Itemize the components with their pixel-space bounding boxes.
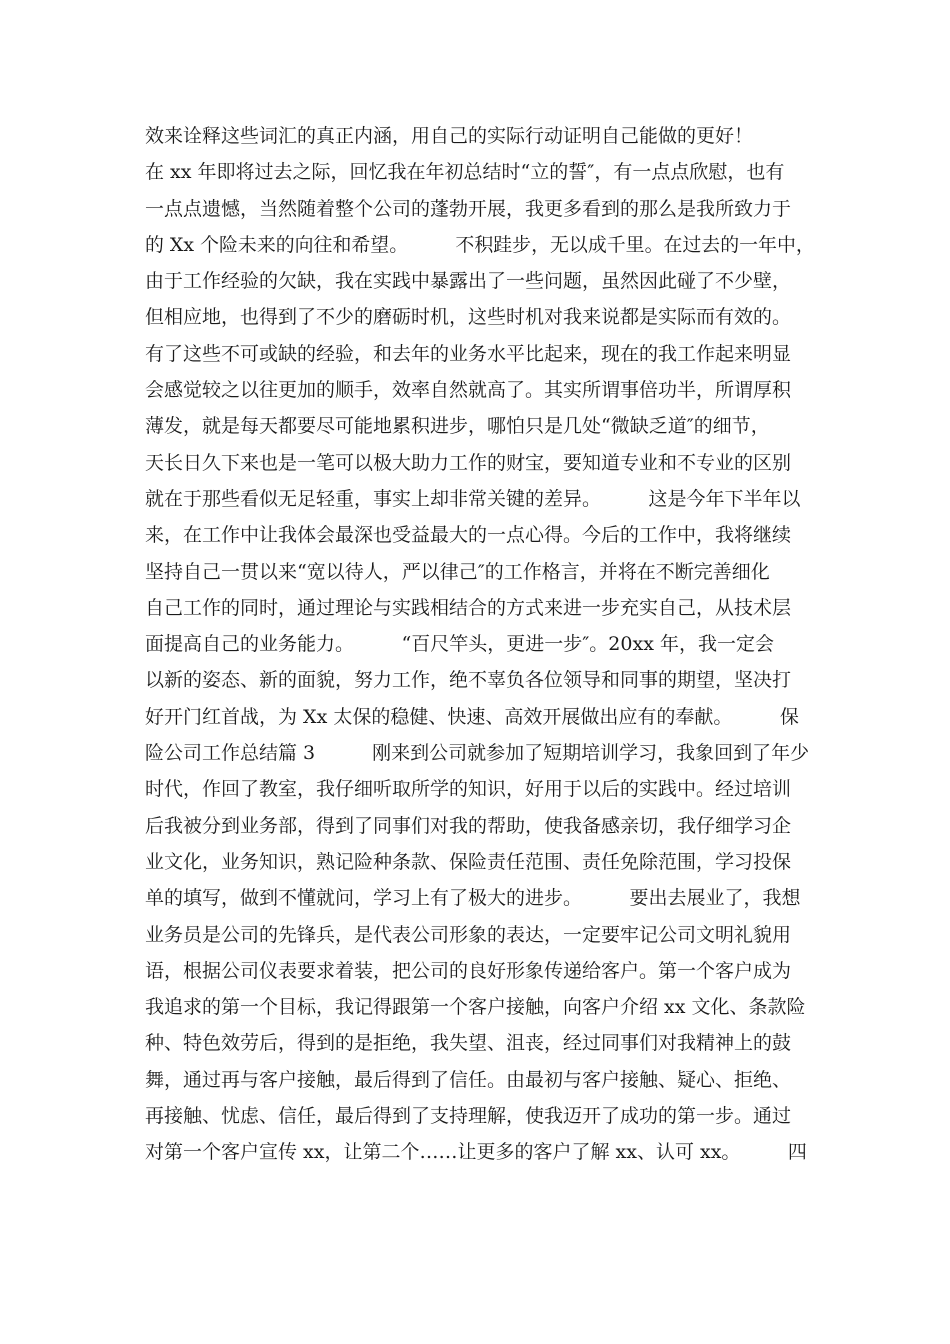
text-line: 的 Xx 个险未来的向往和希望。 不积跬步，无以成千里。在过去的一年中，	[145, 233, 815, 256]
text-line: 效来诠释这些词汇的真正内涵，用自己的实际行动证明自己能做的更好！	[145, 125, 754, 147]
text-line: 但相应地，也得到了不少的磨砺时机，这些时机对我来说都是实际而有效的。	[145, 306, 792, 329]
text-line: 我追求的第一个目标，我记得跟第一个客户接触，向客户介绍 xx 文化、条款险	[145, 996, 806, 1019]
text-line: 舞，通过再与客户接触，最后得到了信任。由最初与客户接触、疑心、拒绝、	[145, 1068, 792, 1091]
text-line: 天长日久下来也是一笔可以极大助力工作的财宝，要知道专业和不专业的区别	[145, 451, 792, 474]
text-line: 坚持自己一贯以来“宽以待人，严以律己″的工作格言，并将在不断完善细化	[145, 560, 770, 583]
text-line: 时代，作回了教室，我仔细听取所学的知识，好用于以后的实践中。经过培训	[145, 778, 792, 801]
text-line: 有了这些不可或缺的经验，和去年的业务水平比起来，现在的我工作起来明显	[145, 342, 792, 365]
text-line: 单的填写，做到不懂就问，学习上有了极大的进步。 要出去展业了，我想	[145, 887, 801, 910]
body-text	[145, 118, 815, 1171]
text-line: 业务员是公司的先锋兵，是代表公司形象的表达，一定要牢记公司文明礼貌用	[145, 923, 792, 946]
text-line: 薄发，就是每天都要尽可能地累积进步，哪怕只是几处“微缺乏道″的细节，	[145, 415, 770, 438]
text-line: 险公司工作总结篇 3 刚来到公司就参加了短期培训学习，我象回到了年少	[145, 742, 810, 765]
text-line: 以新的姿态、新的面貌，努力工作，绝不辜负各位领导和同事的期望，坚决打	[145, 669, 792, 692]
text-line: 业文化，业务知识，熟记险种条款、保险责任范围、责任免除范围，学习投保	[145, 850, 792, 873]
text-line: 自己工作的同时，通过理论与实践相结合的方式来进一步充实自己，从技术层	[145, 596, 792, 619]
text-line: 对第一个客户宣传 xx，让第二个……让更多的客户了解 xx、认可 xx。 四	[145, 1141, 807, 1164]
text-line: 再接触、忧虑、信任，最后得到了支持理解，使我迈开了成功的第一步。通过	[145, 1105, 792, 1128]
text-line: 来，在工作中让我体会最深也受益最大的一点心得。今后的工作中，我将继续	[145, 524, 792, 547]
text-line: 由于工作经验的欠缺，我在实践中暴露出了一些问题，虽然因此碰了不少壁，	[145, 270, 792, 293]
text-line: 语，根据公司仪表要求着装，把公司的良好形象传递给客户。第一个客户成为	[145, 959, 792, 982]
text-line: 种、特色效劳后，得到的是拒绝，我失望、沮丧，经过同事们对我精神上的鼓	[145, 1032, 792, 1055]
text-line: 会感觉较之以往更加的顺手，效率自然就高了。其实所谓事倍功半，所谓厚积	[145, 379, 792, 402]
text-line: 就在于那些看似无足轻重，事实上却非常关键的差异。 这是今年下半年以	[145, 487, 801, 510]
text-line: 后我被分到业务部，得到了同事们对我的帮助，使我备感亲切，我仔细学习企	[145, 814, 792, 837]
text-line: 一点点遗憾，当然随着整个公司的蓬勃开展，我更多看到的那么是我所致力于	[145, 197, 792, 220]
text-line: 在 xx 年即将过去之际，回忆我在年初总结时“立的誓″，有一点点欣慰，也有	[145, 161, 785, 184]
text-line: 好开门红首战，为 Xx 太保的稳健、快速、高效开展做出应有的奉献。 保	[145, 705, 799, 728]
text-line: 面提高自己的业务能力。 “百尺竿头，更进一步″。20xx 年，我一定会	[145, 633, 774, 656]
